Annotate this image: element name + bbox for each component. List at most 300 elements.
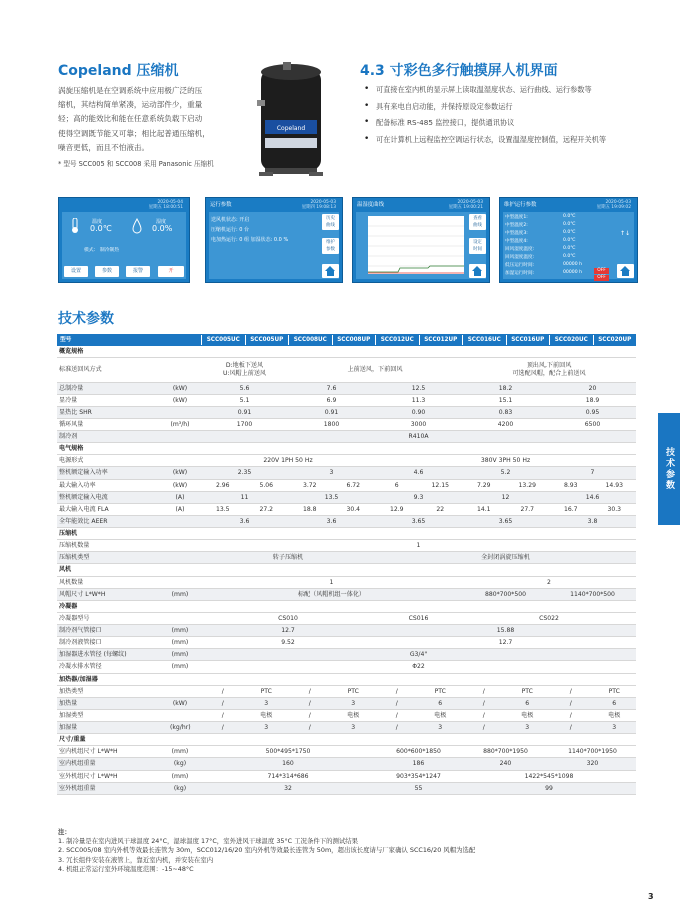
spec-value: 电极 — [347, 711, 360, 719]
compressor-brand: Copeland — [276, 125, 306, 132]
category-label: 电气规格 — [59, 445, 84, 453]
spec-value: 9.3 — [413, 493, 424, 501]
spec-value: 30.4 — [346, 505, 361, 513]
hmi-bullet: • 配备标准 RS-485 监控接口，提供通讯协议 — [362, 117, 652, 129]
temp-label: 温度 — [92, 219, 103, 225]
maint-row-value: 0.0℃ — [563, 238, 576, 243]
note-line: 4. 机组正常运行室外环境温度范围：-15~48°C — [58, 864, 194, 873]
note-line: 2. SCC005/08 室内外机等效最长连管为 30m，SCC012/16/20 室内外机等效最长连管为 50m，超出该长度请与厂家确认 SCC16/20 风帽为选配 — [58, 846, 476, 855]
screen-time: 2020-05-04 星期五 18:00:51 — [148, 200, 183, 210]
spec-category — [57, 346, 636, 358]
home-icon[interactable] — [322, 264, 339, 278]
spec-row — [57, 783, 636, 795]
spec-row — [57, 540, 636, 552]
curve-chart — [358, 214, 466, 278]
spec-category — [57, 601, 636, 613]
spec-value: / — [221, 724, 224, 732]
set-time-button[interactable]: 设定 时间 — [469, 238, 486, 254]
screen-title: 温湿度曲线 — [357, 202, 384, 208]
spec-value: PTC — [434, 687, 446, 695]
spec-value: 3.65 — [498, 517, 513, 525]
spec-value: 0.95 — [585, 408, 600, 416]
spec-label: 加热类型 — [59, 687, 84, 695]
maint-row-value: 00000 h — [563, 270, 582, 275]
spec-value: / — [569, 699, 572, 707]
intro-line: 噪音更低，而且不怕液击。 — [58, 142, 150, 152]
spec-value: 2.96 — [215, 481, 230, 489]
spec-row — [57, 395, 636, 407]
spec-unit: (mm) — [171, 627, 189, 635]
spec-value: / — [395, 724, 398, 732]
note-line: 3. 冗长组件安装在液管上，靠近室内机，并安装在室内 — [58, 855, 214, 864]
spec-row — [57, 455, 636, 467]
spec-value: R410A — [408, 433, 429, 441]
spec-unit: (kW) — [172, 384, 188, 392]
category-label: 压缩机 — [59, 530, 78, 538]
spec-label: 整机额定输入功率 — [59, 469, 108, 477]
spec-row — [57, 722, 636, 734]
model-column-header: SCC012UC — [375, 335, 419, 345]
spec-value: / — [395, 711, 398, 719]
scroll-arrows[interactable]: ↑↓ — [620, 230, 631, 237]
spec-value: 1422*545*1098 — [524, 772, 574, 780]
spec-row — [57, 358, 636, 382]
spec-value: 12 — [501, 493, 510, 501]
spec-value: 20 — [588, 384, 597, 392]
spec-value: 880*700*1950 — [483, 748, 528, 756]
spec-value: 6 — [612, 699, 617, 707]
spec-value: 880*700*500 — [485, 590, 526, 598]
spec-value: G3/4" — [409, 651, 428, 659]
spec-label: 风帽尺寸 L*W*H — [59, 590, 106, 598]
spec-value: 6 — [525, 699, 530, 707]
spec-value: / — [395, 699, 398, 707]
spec-value: 5.2 — [500, 469, 511, 477]
maint-row-value: 00000 h — [563, 262, 582, 267]
spec-label: 制冷剂气管接口 — [59, 627, 102, 635]
spec-value: 14.1 — [476, 505, 491, 513]
spec-category — [57, 443, 636, 455]
spec-value: 16.7 — [563, 505, 578, 513]
off-badge[interactable]: OFF — [594, 275, 609, 281]
spec-header — [57, 334, 636, 346]
spec-value: 3.65 — [411, 517, 426, 525]
spec-row — [57, 504, 636, 516]
spec-value: 3000 — [410, 420, 427, 428]
maint-row-value: 0.0℃ — [563, 214, 576, 219]
spec-row — [57, 431, 636, 443]
spec-value: 2.35 — [237, 469, 252, 477]
spec-value: / — [308, 687, 311, 695]
model-column-header: SCC020UP — [593, 335, 637, 345]
spec-value: 3.6 — [239, 517, 250, 525]
spec-value: / — [308, 724, 311, 732]
home-icon[interactable] — [469, 264, 486, 278]
screen-time: 2020-05-03 星期四 19:08:13 — [301, 200, 336, 210]
maint-params-button[interactable]: 维护 参数 — [322, 238, 339, 254]
spec-value: 7.29 — [476, 481, 491, 489]
model-column-header: SCC016UP — [506, 335, 550, 345]
spec-value: 9.52 — [281, 639, 295, 647]
model-label: 型号 — [60, 337, 72, 343]
spec-value: / — [395, 687, 398, 695]
model-column-header: SCC020UC — [549, 335, 593, 345]
spec-label: 显冷量 — [59, 396, 78, 404]
spec-row — [57, 419, 636, 431]
spec-value: 220V 1PH 50 Hz — [263, 457, 313, 465]
hum-label: 湿度 — [156, 219, 167, 225]
spec-value: 18.8 — [302, 505, 317, 513]
spec-value: 1 — [416, 542, 421, 550]
screen-title: 维护运行参数 — [504, 202, 537, 208]
spec-row — [57, 589, 636, 601]
view-curve-button[interactable]: 查看 曲线 — [469, 214, 486, 230]
spec-value: 27.2 — [259, 505, 274, 513]
spec-category — [57, 528, 636, 540]
spec-value: 3 — [351, 699, 356, 707]
spec-value: 1800 — [323, 420, 340, 428]
spec-row — [57, 771, 636, 783]
maint-row-label: 回风湿度温度: — [505, 247, 535, 252]
fan-status: 送风机状态: 开启 — [211, 217, 250, 223]
spec-unit: (mm) — [171, 639, 189, 647]
spec-value: 12.7 — [281, 627, 295, 635]
spec-value: 30.3 — [607, 505, 622, 513]
spec-value: 22 — [436, 505, 445, 513]
spec-value: 714*314*686 — [267, 772, 309, 780]
maint-row-label: 中型温度4: — [505, 239, 528, 244]
spec-row — [57, 649, 636, 661]
spec-value: 15.1 — [498, 396, 513, 404]
spec-value: 15.88 — [496, 627, 515, 635]
spec-value: 3 — [438, 724, 443, 732]
spec-value: 7.6 — [326, 384, 337, 392]
spec-value: Φ22 — [412, 663, 425, 671]
hmi-bullet: • 具有来电自启动能，并保持原设定参数运行 — [362, 101, 652, 113]
spec-label: 制冷剂 — [59, 433, 78, 441]
category-label: 冷凝器 — [59, 602, 78, 610]
screen-title: 运行参数 — [210, 202, 232, 208]
spec-unit: (mm) — [171, 590, 189, 598]
maint-row-label: 加湿运行时间: — [505, 271, 535, 276]
maint-row-label: 中型温度3: — [505, 231, 528, 236]
spec-label: 加湿类型 — [59, 711, 84, 719]
spec-value: PTC — [608, 687, 620, 695]
hmi-bullets — [362, 84, 652, 150]
spec-label: 加湿量 — [59, 724, 78, 732]
spec-category — [57, 564, 636, 576]
maint-row-value: 0.0℃ — [563, 246, 576, 251]
spec-value: 320 — [586, 760, 599, 768]
settings-button[interactable]: 设置 — [64, 266, 88, 277]
params-button[interactable]: 参数 — [95, 266, 119, 277]
spec-value: 12.7 — [498, 639, 513, 647]
model-column-header: SCC005UP — [245, 335, 289, 345]
intro-line: 涡旋压缩机是在空调系统中应用极广泛的压 — [58, 86, 203, 95]
spec-label: 风机数量 — [59, 578, 84, 586]
side-tab: 技术参数 — [658, 413, 680, 525]
spec-value: 13.29 — [518, 481, 536, 489]
spec-label: 压缩机数量 — [59, 542, 90, 550]
screen-time: 2020-05-03 星期五 19:00:21 — [448, 200, 483, 210]
spec-value: 上前送风，下前回风 — [347, 366, 403, 374]
spec-label: 全年能效比 AEER — [59, 517, 108, 525]
spec-value: 1700 — [236, 420, 253, 428]
off-badge[interactable]: OFF — [594, 268, 609, 274]
spec-value: 55 — [414, 784, 423, 792]
intro-text — [58, 84, 248, 155]
spec-value: 99 — [545, 784, 553, 792]
spec-value: 标配（风帽机组一体化） — [297, 590, 366, 598]
spec-value: CS016 — [408, 614, 429, 622]
thermometer-icon — [70, 218, 80, 234]
spec-value: 0.90 — [411, 408, 426, 416]
spec-value: 12.5 — [411, 384, 426, 392]
spec-value: 3 — [264, 699, 269, 707]
spec-value: 14.93 — [605, 481, 623, 489]
spec-value: 1140*700*500 — [570, 590, 615, 598]
hmi-bullet: • 可直接在室内机的显示屏上读取温湿度状态、运行曲线、运行参数等 — [362, 84, 652, 96]
spec-row — [57, 383, 636, 395]
model-column-header: SCC005UC — [201, 335, 245, 345]
spec-label: 压缩机类型 — [59, 554, 90, 562]
spec-value: 186 — [412, 760, 425, 768]
intro-note: * 型号 SCC005 和 SCC008 采用 Panasonic 压缩机 — [58, 160, 214, 168]
power-button[interactable]: 开 — [158, 266, 184, 277]
spec-category — [57, 674, 636, 686]
spec-value: / — [308, 699, 311, 707]
spec-label: 显热比 SHR — [59, 408, 92, 416]
spec-unit: (mm) — [171, 651, 189, 659]
maint-row-label: 中型温度1: — [505, 215, 528, 220]
spec-unit: (mm) — [171, 663, 189, 671]
temp-value: 0.0℃ — [90, 224, 112, 233]
hum-value: 0.0% — [152, 224, 173, 233]
spec-value: 电极 — [434, 711, 447, 719]
spec-value: / — [221, 687, 224, 695]
spec-value: 3 — [264, 724, 269, 732]
spec-value: / — [569, 711, 572, 719]
spec-row — [57, 613, 636, 625]
alarm-button[interactable]: 报警 — [126, 266, 150, 277]
spec-label: 最大输入功率 — [59, 481, 96, 489]
spec-unit: (mm) — [171, 748, 189, 756]
spec-value: 6 — [438, 699, 443, 707]
spec-value: 8.93 — [563, 481, 578, 489]
maint-row-value: 0.0℃ — [563, 222, 576, 227]
maint-row-label: 低压运行时间: — [505, 263, 535, 268]
spec-value: 6 — [394, 481, 399, 489]
spec-row — [57, 758, 636, 770]
maint-row-label: 中型温度2: — [505, 223, 528, 228]
screen-run-params — [205, 197, 343, 283]
spec-value: 3 — [329, 469, 334, 477]
category-label: 风机 — [59, 566, 72, 574]
notes — [58, 828, 475, 874]
spec-label: 室外机组尺寸 L*W*H — [59, 772, 118, 780]
spec-value: CS010 — [278, 614, 298, 622]
category-label: 概览规格 — [59, 348, 84, 356]
spec-value: 0.91 — [237, 408, 252, 416]
spec-row — [57, 746, 636, 758]
spec-value: 11 — [240, 493, 249, 501]
spec-label: 室内机组尺寸 L*W*H — [59, 748, 118, 756]
spec-value: 3.8 — [587, 517, 598, 525]
spec-value: 4.6 — [413, 469, 424, 477]
spec-value: / — [482, 724, 485, 732]
heater-status: 电加热运行: 0 组 加湿状态: 0.0 % — [211, 237, 289, 243]
spec-label: 标准送回风方式 — [59, 366, 102, 374]
spec-unit: (A) — [175, 505, 185, 513]
home-icon[interactable] — [617, 264, 634, 278]
spec-value: / — [569, 724, 572, 732]
spec-value: 11.3 — [411, 396, 426, 404]
spec-label: 电源形式 — [59, 457, 84, 465]
spec-value: 903*354*1247 — [396, 772, 441, 780]
spec-unit: (kW) — [172, 469, 188, 477]
spec-row — [57, 637, 636, 649]
spec-value: D:地板下送风 U:风帽上前送风 — [222, 362, 267, 378]
spec-value: 1 — [329, 578, 334, 586]
spec-unit: (kg) — [173, 784, 187, 792]
spec-value: / — [482, 699, 485, 707]
spec-unit: (m³/h) — [170, 420, 190, 428]
maint-row-value: 0.0℃ — [563, 230, 576, 235]
page-number: 3 — [648, 892, 654, 901]
spec-value: 0.91 — [324, 408, 339, 416]
screen-time: 2020-05-03 星期五 19:09:02 — [596, 200, 631, 210]
spec-value: 3.72 — [302, 481, 317, 489]
spec-label: 制冷剂液管接口 — [59, 639, 102, 647]
spec-row — [57, 661, 636, 673]
spec-category — [57, 734, 636, 746]
maint-row-value: 0.0℃ — [563, 254, 576, 259]
spec-value: 5.1 — [239, 396, 250, 404]
spec-value: PTC — [521, 687, 533, 695]
spec-value: 5.06 — [259, 481, 274, 489]
spec-label: 加湿器进水管径 (每螺纹) — [59, 651, 127, 659]
spec-value: 27.7 — [520, 505, 535, 513]
notes-title: 注： — [58, 828, 71, 836]
note-line: 1. 制冷量是在室内进风干球温度 24°C，湿球温度 17°C，室外进风干球温度 35°C 工况条件下的测试结果 — [58, 837, 359, 846]
intro-line: 轻；高的能效比和能在任意系统负载下启动 — [58, 114, 203, 124]
spec-value: 转子压缩机 — [272, 554, 304, 562]
intro-line: 使得空调既节能又可靠；相比起普通压缩机， — [58, 128, 210, 138]
hmi-title: 4.3 寸彩色多行触摸屏人机界面 — [360, 63, 558, 79]
spec-value: 全封闭涡旋压缩机 — [481, 554, 530, 562]
spec-value: 240 — [499, 760, 512, 768]
spec-value: / — [221, 699, 224, 707]
spec-value: / — [482, 687, 485, 695]
spec-value: 顶出风,下前回风 可选配风帽，配合上前送风 — [512, 362, 586, 378]
spec-value: 13.5 — [215, 505, 230, 513]
spec-value: 6.72 — [346, 481, 361, 489]
spec-value: / — [221, 711, 224, 719]
spec-value: 380V 3PH 50 Hz — [480, 457, 531, 465]
intro-line: 缩机，其结构简单紧凑，运动部件少，重量 — [58, 100, 203, 110]
model-column-header: SCC012UP — [419, 335, 463, 345]
spec-value: / — [482, 711, 485, 719]
spec-value: 1140*700*1950 — [568, 748, 617, 756]
spec-unit: (kg) — [173, 760, 187, 768]
screen-maintenance — [499, 197, 638, 283]
spec-value: PTC — [347, 687, 359, 695]
model-column-header: SCC016UC — [462, 335, 506, 345]
screen-curve — [352, 197, 490, 283]
spec-row — [57, 552, 636, 564]
spec-row — [57, 625, 636, 637]
spec-unit: (kW) — [172, 396, 188, 404]
spec-row — [57, 698, 636, 710]
spec-value: CS022 — [539, 614, 559, 622]
spec-value: 32 — [284, 784, 292, 792]
spec-unit: (kg/hr) — [170, 724, 191, 732]
spec-value: 0.83 — [498, 408, 513, 416]
spec-row — [57, 467, 636, 479]
spec-value: 2 — [547, 578, 551, 586]
spec-value: 500*495*1750 — [265, 748, 311, 756]
spec-label: 加热量 — [59, 699, 78, 707]
spec-value: 3 — [612, 724, 617, 732]
model-column-header: SCC008UC — [288, 335, 332, 345]
mode-text: 模式： 制冷制热 — [84, 248, 120, 253]
spec-value: 6.9 — [326, 396, 337, 404]
spec-label: 室内机组重量 — [59, 760, 96, 768]
spec-value: 3 — [525, 724, 530, 732]
spec-label: 总制冷量 — [59, 384, 84, 392]
maint-row-label: 回风湿度温度: — [505, 255, 535, 260]
spec-row — [57, 710, 636, 722]
copeland-title: Copeland 压缩机 — [58, 63, 179, 79]
spec-value: 电极 — [260, 711, 273, 719]
spec-row — [57, 516, 636, 528]
spec-label: 循环风量 — [59, 420, 84, 428]
screen-home — [58, 197, 190, 283]
spec-title: 技术参数 — [58, 311, 114, 327]
spec-value: 14.6 — [585, 493, 600, 501]
spec-value: 12.15 — [431, 481, 449, 489]
spec-value: 3 — [351, 724, 356, 732]
spec-unit: (mm) — [171, 772, 189, 780]
spec-value: / — [569, 687, 572, 695]
spec-label: 室外机组重量 — [59, 784, 96, 792]
spec-value: 18.2 — [498, 384, 513, 392]
spec-row — [57, 686, 636, 698]
spec-value: 5.6 — [239, 384, 250, 392]
spec-unit: (A) — [175, 493, 185, 501]
spec-unit: (kW) — [172, 699, 188, 707]
history-curve-button[interactable]: 历史 曲线 — [322, 214, 339, 230]
spec-row — [57, 407, 636, 419]
spec-value: 12.9 — [389, 505, 404, 513]
category-label: 加热器/加湿器 — [59, 675, 98, 683]
spec-row — [57, 577, 636, 589]
spec-value: 电极 — [521, 711, 534, 719]
spec-label: 冷凝水排水管径 — [59, 663, 102, 671]
compressor-status: 压缩机运行: 0 台 — [211, 227, 250, 233]
spec-value: 3.6 — [326, 517, 337, 525]
spec-value: 电极 — [608, 711, 621, 719]
hmi-bullet: • 可在计算机上远程监控空调运行状态，设置温湿度控制值，远程开关机等 — [362, 134, 652, 146]
droplet-icon — [132, 218, 142, 234]
spec-value: 600*600*1850 — [396, 748, 441, 756]
spec-value: 7 — [590, 469, 595, 477]
spec-label: 冷凝器型号 — [59, 614, 90, 622]
spec-value: 160 — [282, 760, 294, 768]
spec-unit: (kW) — [172, 481, 188, 489]
category-label: 尺寸/重量 — [59, 736, 86, 744]
spec-row — [57, 480, 636, 492]
